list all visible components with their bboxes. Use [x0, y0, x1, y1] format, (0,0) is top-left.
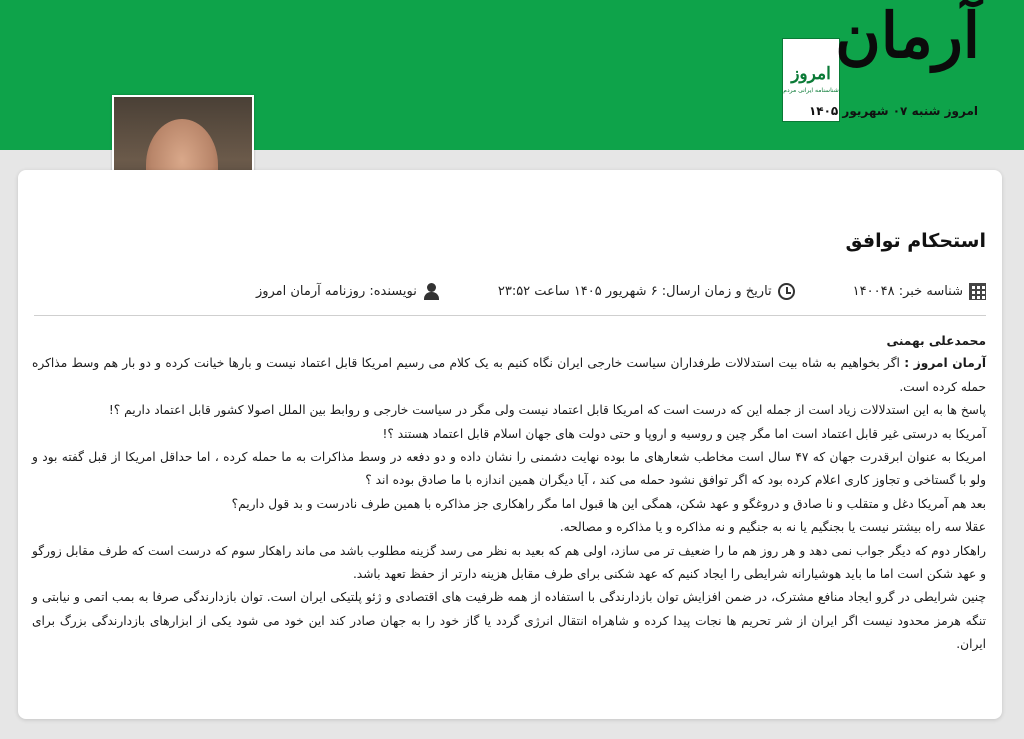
site-logo[interactable]	[780, 0, 980, 123]
clock-icon	[778, 283, 795, 300]
article-card	[18, 170, 1002, 719]
paragraph: بعد هم آمریکا دغل و متقلب و نا صادق و دروغگو و عهد شکن، همگی این ها قبول اما مگر راهکاری جز مذاکره با همین طرف نادرست و بد قول داریم؟	[231, 496, 986, 511]
header-date: امروز شنبه ۰۷ شهریور ۱۴۰۵	[808, 104, 978, 118]
meta-news-id	[853, 283, 986, 300]
paragraph: پاسخ ها به این استدلالات زیاد است از جمله این که درست است که امریکا قابل اعتماد نیست ولی مگر در سیاست خارجی و روابط بین الملل اصولا کشور قابل اعتماد داریم ؟!	[108, 403, 986, 418]
paragraph: چنین شرایطی در گرو ایجاد منافع مشترک، در ضمن افزایش توان بازدارندگی با استفاده از همه ظرفیت های اقتصادی و ژئو پلتیکی ایران است. توان بازدارندگی صرفا به بمب اتمی و نیابتی و تنگه هرمز محدود نیست اگر ایران از شر تحریم ها نجات پیدا کرده و شاهراه انتقال انرژی گردد یا گاز خود را به جهان صادر کند این خود می شود یکی از ابزارهای بازدارندگی بزرگ برای ایران.	[32, 590, 986, 652]
author-name: محمدعلی بهمنی	[886, 334, 986, 348]
logo-badge-text: امروز	[791, 64, 831, 84]
lead-text: اگر بخواهیم به شاه بیت استدلالات طرفداران سیاست خارجی ایران نگاه کنیم به یک کلام می رسیم امریکا قابل اعتماد نیست و بارها خیانت کرده و دو بار هم وسط مذاکره حمله کرده است.	[32, 356, 986, 394]
paragraph: امریکا به عنوان ابرقدرت جهان که ۴۷ سال است مخاطب شعارهای ما بوده نهایت دشمنی را نشان داده و دو دفعه در وسط مذاکرات به ما حمله کرده ، اما حداقل امریکا از قبل گفته بود و ولو با گستاخی و تجاوز کاری اعلام کرده بود که اگر توافق نشود حمله می کند ، آیا دیگران همین اندازه با ما صادق بوده اند ؟	[32, 450, 986, 488]
paragraph: عقلا سه راه بیشتر نیست یا بجنگیم یا نه به جنگیم و نه مذاکره و یا مذاکره و مصالحه.	[559, 520, 986, 535]
lead-paragraph	[32, 352, 986, 399]
meta-datetime	[498, 283, 795, 300]
datetime-text: تاریخ و زمان ارسال: ۶ شهریور ۱۴۰۵ ساعت ۲۳:۵۲	[497, 283, 772, 299]
article-body	[32, 330, 986, 657]
article-meta	[255, 280, 986, 302]
qr-code-icon[interactable]	[969, 283, 986, 300]
logo-badge-tagline: شناسنامه ایرانی مردم	[783, 87, 839, 94]
article-title: استحکام توافق	[845, 230, 986, 252]
paragraph: آمریکا به درستی غیر قابل اعتماد است اما مگر چین و روسیه و اروپا و حتی دولت های جهان اسلام قابل اعتماد هستند ؟!	[382, 426, 986, 441]
lead-label: آرمان امروز :	[904, 356, 987, 371]
user-icon	[423, 283, 440, 300]
meta-divider	[34, 315, 986, 316]
meta-writer	[256, 283, 440, 300]
news-id-text: شناسه خبر: ۱۴۰۰۴۸	[852, 283, 963, 299]
logo-wordmark: آرمان	[835, 0, 980, 72]
writer-text: نویسنده: روزنامه آرمان امروز	[255, 283, 417, 299]
paragraph: راهکار دوم که دیگر جواب نمی دهد و هر روز هم ما را ضعیف تر می سازد، اولی هم که بعید به نظر می رسد گزینه مطلوب باشد می ماند راهکار سوم که درست است که طرف مقابل زورگو و عهد شکن است اما ما باید هوشیارانه شرایطی را ایجاد کنیم که عهد شکنی برای طرف مقابل هزینه دارتر از حفظ تعهد باشد.	[32, 543, 986, 582]
